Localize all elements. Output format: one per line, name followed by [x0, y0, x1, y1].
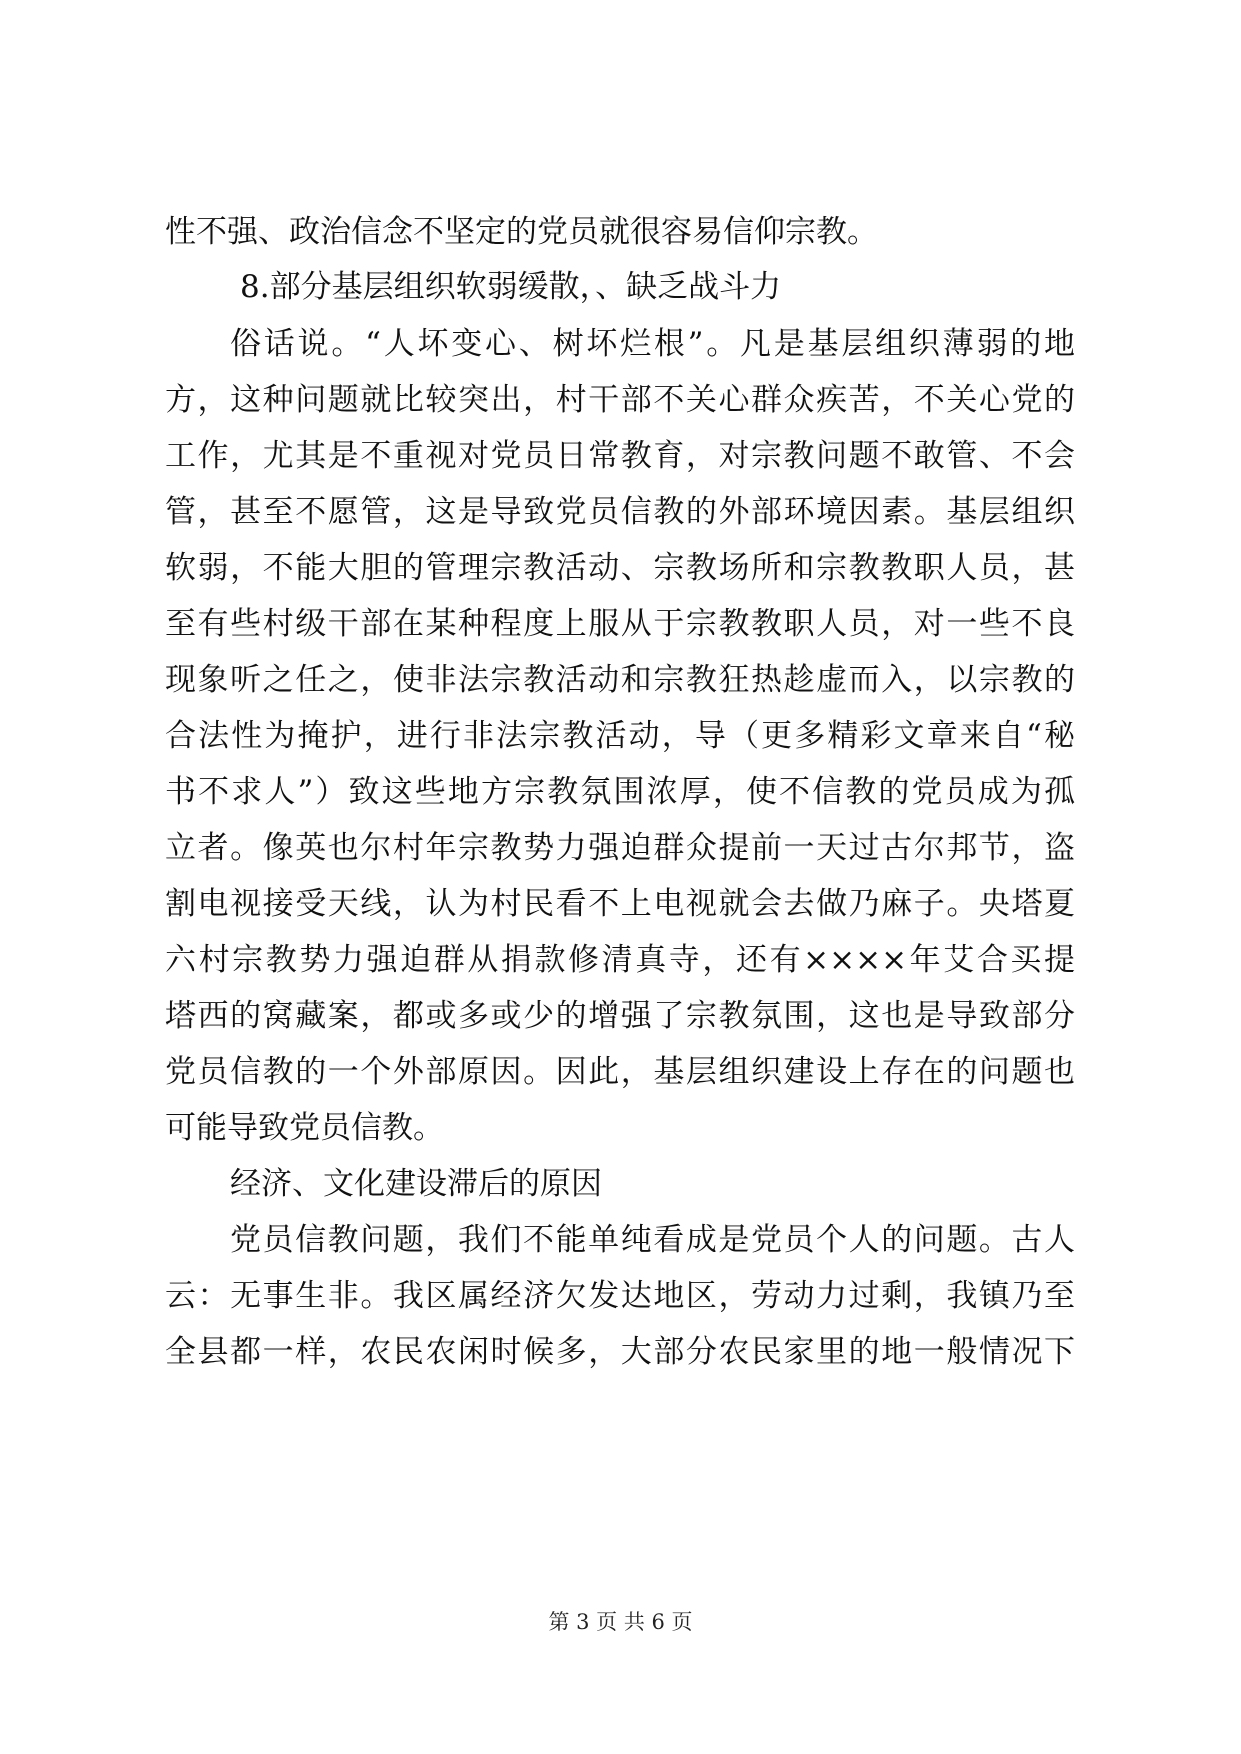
text-line: 工作，尤其是不重视对党员日常教育，对宗教问题不敢管、不会	[165, 438, 1075, 474]
text-line: 云：无事生非。我区属经济欠发达地区，劳动力过剩，我镇乃至	[165, 1278, 1075, 1314]
page-number-footer: 第 3 页 共 6 页	[548, 1610, 693, 1634]
text-line: 俗话说。“人坏变心、树坏烂根”。凡是基层组织薄弱的地	[230, 326, 1075, 362]
text-line: 合法性为掩护，进行非法宗教活动，导（更多精彩文章来自“秘	[165, 718, 1075, 754]
text-line: 六村宗教势力强迫群从捐款修清真寺，还有××××年艾合买提	[165, 942, 1075, 978]
text-line: 全县都一样，农民农闲时候多，大部分农民家里的地一般情况下	[165, 1334, 1075, 1370]
text-line: 党员信教问题，我们不能单纯看成是党员个人的问题。古人	[230, 1222, 1075, 1258]
text-line: 党员信教的一个外部原因。因此，基层组织建设上存在的问题也	[165, 1054, 1075, 1090]
text-line: 割电视接受天线，认为村民看不上电视就会去做乃麻子。央塔夏	[165, 886, 1075, 922]
section-heading: 8.部分基层组织软弱缓散，、缺乏战斗力	[240, 269, 782, 305]
text-line: 现象听之任之，使非法宗教活动和宗教狂热趁虚而入，以宗教的	[165, 662, 1075, 698]
section-heading: 经济、文化建设滞后的原因	[230, 1166, 602, 1202]
text-line: 方，这种问题就比较突出，村干部不关心群众疾苦，不关心党的	[165, 382, 1075, 418]
text-line: 塔西的窝藏案，都或多或少的增强了宗教氛围，这也是导致部分	[165, 998, 1075, 1034]
text-line: 性不强、政治信念不坚定的党员就很容易信仰宗教。	[165, 214, 878, 250]
text-line: 管，甚至不愿管，这是导致党员信教的外部环境因素。基层组织	[165, 494, 1075, 530]
text-line: 至有些村级干部在某种程度上服从于宗教教职人员，对一些不良	[165, 606, 1075, 642]
text-line: 软弱，不能大胆的管理宗教活动、宗教场所和宗教教职人员，甚	[165, 550, 1075, 586]
text-line: 书不求人”）致这些地方宗教氛围浓厚，使不信教的党员成为孤	[165, 774, 1075, 810]
text-line: 可能导致党员信教。	[165, 1110, 444, 1146]
text-line: 立者。像英也尔村年宗教势力强迫群众提前一天过古尔邦节，盗	[165, 830, 1075, 866]
